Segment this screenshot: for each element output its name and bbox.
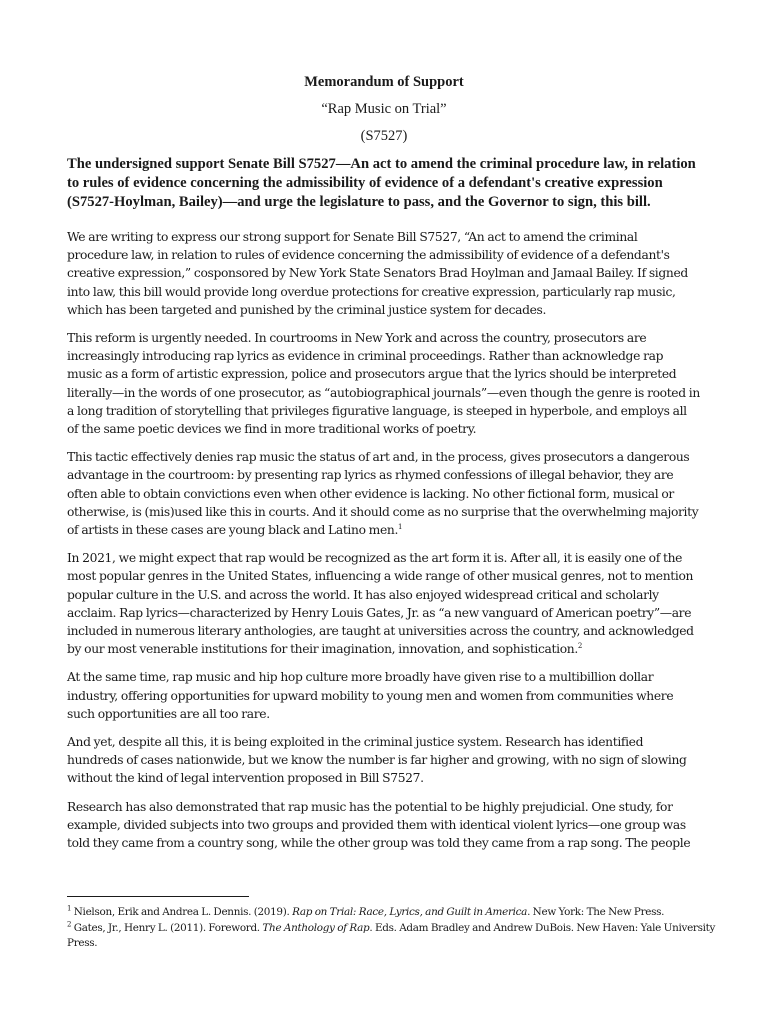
paragraph: Research has also demonstrated that rap music has the potential to be highly prejudicial. One study, for example, divided subjects into two groups and provided them with identical violent lyrics—one group was told they came from a country song, while the other group was told they came from a rap song. The people: [67, 799, 691, 851]
paragraph-text: This tactic effectively denies rap music the status of art and, in the process, gives prosecutors a dangerous advantage in the courtroom: by presenting rap lyrics as rhymed confessions of illegal behavior, they are often able to obtain convictions even when other evidence is lacking. No other fictional form, musical or otherwise, is (mis)used like this in courts. And it should come as no surprise that the overwhelming majority of artists in these cases are young black and Latino men.: [67, 450, 699, 538]
paragraph: This reform is urgently needed. In courtrooms in New York and across the country, prosecutors are increasingly introducing rap lyrics as evidence in criminal proceedings. Rather than acknowledge rap music as a form of artistic expression, police and prosecutors argue that the lyrics should be interpreted literally—in the words of one prosecutor, as “autobiographical journals”—even though the genre is rooted in a long tradition of storytelling that privileges figurative language, is steeped in hyperbole, and employs all of the same poetic devices we find in more traditional works of poetry.: [67, 331, 700, 437]
footnote-text: Gates, Jr., Henry L. (2011). Foreword.: [73, 921, 263, 934]
footnote-text: Nielson, Erik and Andrea L. Dennis. (2019).: [73, 906, 293, 918]
footnote-number: 1: [67, 904, 72, 913]
bill-number: (S7527): [360, 128, 408, 144]
footnote-text: . New York: The New Press.: [527, 906, 665, 918]
footnote-ref: 2: [577, 642, 583, 651]
paragraph-text: In 2021, we might expect that rap would be recognized as the art form it is. After all, it is easily one of the most popular genres in the United States, influencing a wide range of other musical genres, not to mention popular culture in the U.S. and across the world. It has also enjoyed widespread critical and scholarly acclaim. Rap lyrics—characterized by Henry Louis Gates, Jr. as “a new vanguard of American poetry”—are included in numerous literary anthologies, are taught at universities across the country, and acknowledged by our most venerable institutions for their imagination, innovation, and sophistication.: [67, 551, 694, 657]
paragraph: At the same time, rap music and hip hop culture more broadly have given rise to a multibillion dollar industry, offering opportunities for upward mobility to young men and women from communities where such opportunities are all too rare.: [67, 670, 674, 721]
paragraph: [67, 448, 701, 539]
footnote-divider: [67, 896, 249, 897]
footnote: [67, 921, 717, 952]
memo-subtitle: “Rap Music on Trial”: [321, 101, 447, 117]
footnote-ref: 1: [398, 522, 403, 531]
paragraph: And yet, despite all this, it is being exploited in the criminal justice system. Research has identified hundreds of cases nationwide, but we know the number is far higher and growing, with no sign of slowing without the kind of legal intervention proposed in Bill S7527.: [67, 735, 687, 786]
footnote-number: 2: [67, 920, 72, 929]
footnote-title: Rap on Trial: Race, Lyrics, and Guilt in America: [292, 906, 528, 918]
lead-statement: The undersigned support Senate Bill S7527—An act to amend the criminal procedure law, in relation to rules of evidence concerning the admissibility of evidence of a defendant's creative expression (S7527-Hoylman, Bailey)—and urge the legislature to pass, and the Governor to sign, this bill.: [67, 156, 696, 210]
paragraph: [67, 549, 701, 658]
memo-body: [67, 228, 701, 852]
footnote-title: The Anthology of Rap: [262, 921, 370, 934]
memo-page: [67, 74, 701, 862]
footnote-text: . Eds. Adam Bradley and Andrew DuBois. New Haven: Yale University Press.: [67, 921, 716, 949]
paragraph: We are writing to express our strong support for Senate Bill S7527, “An act to amend the criminal procedure law, in relation to rules of evidence concerning the admissibility of evidence of a defendant's creative expression,” cosponsored by New York State Senators Brad Hoylman and Jamaal Bailey. If signed into law, this bill would provide long overdue protections for creative expression, particularly rap music, which has been targeted and punished by the criminal justice system for decades.: [67, 230, 688, 317]
footnote: [67, 905, 717, 921]
footnotes: [67, 905, 717, 952]
memo-title: Memorandum of Support: [304, 74, 464, 90]
